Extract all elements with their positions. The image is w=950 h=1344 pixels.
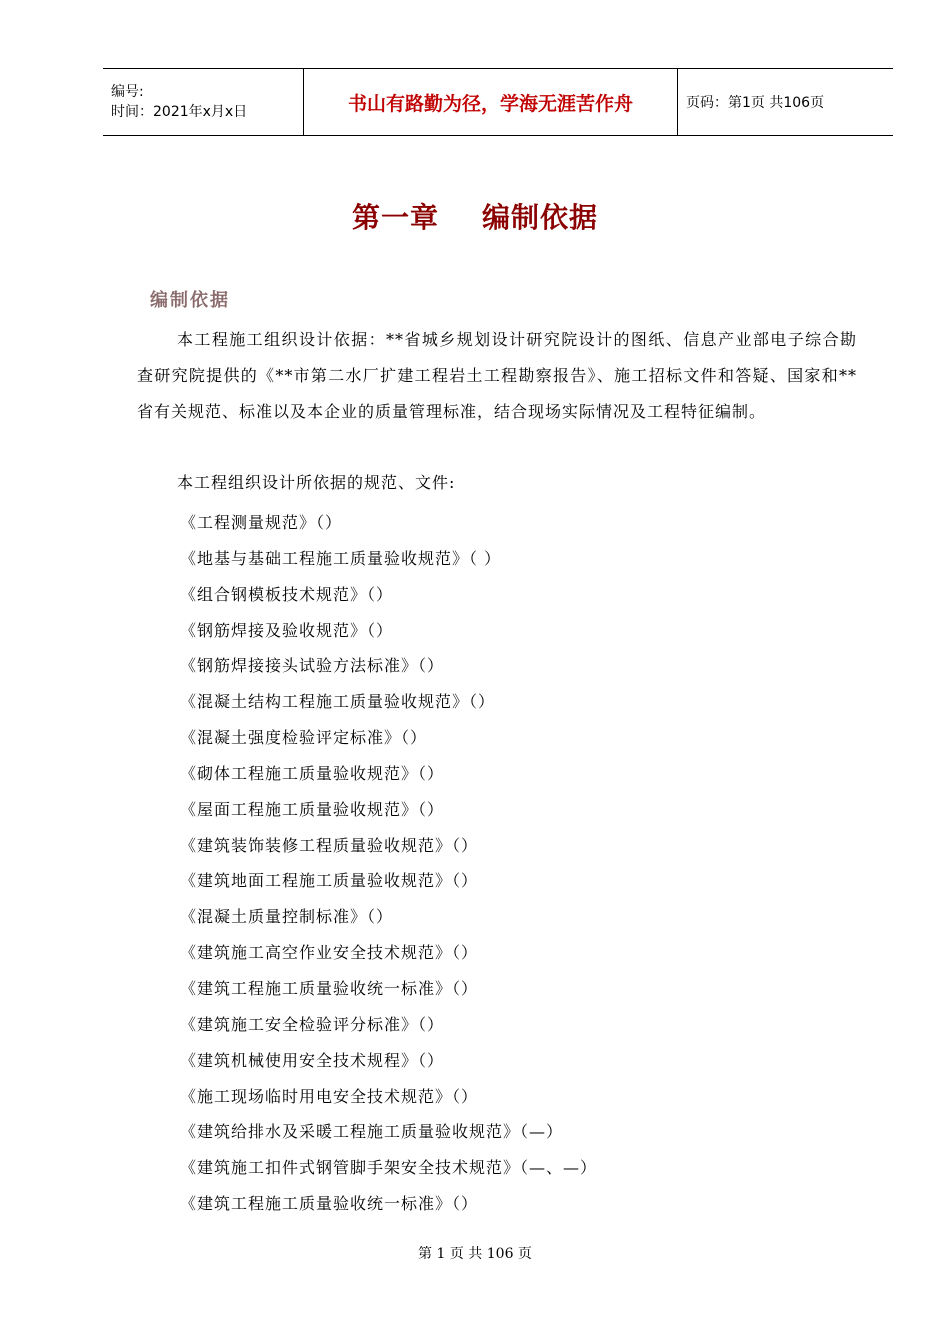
list-item: 《建筑装饰装修工程质量验收规范》（） [180,835,479,855]
document-number-label: 编号: [111,84,144,100]
list-item: 《施工现场临时用电安全技术规范》（） [180,1086,479,1106]
list-item: 《钢筋焊接及验收规范》（） [180,620,394,640]
list-item: 《建筑地面工程施工质量验收规范》（） [180,871,479,891]
list-item: 《工程测量规范》（） [180,513,343,532]
page-footer: 第 1 页 共 106 页 [418,1246,532,1262]
list-item: 《砌体工程施工质量验收规范》（） [180,763,445,783]
header-motto: 书山有路勤为径，学海无涯苦作舟 [304,69,678,135]
list-item: 《建筑施工高空作业安全技术规范》（） [180,943,479,963]
list-item: 《建筑机械使用安全技术规程》（） [180,1050,445,1070]
page-header [103,68,893,136]
list-item: 《建筑工程施工质量验收统一标准》（） [180,978,479,998]
list-item: 《混凝土强度检验评定标准》（） [180,728,428,748]
list-item: 《建筑给排水及采暖工程施工质量验收规范》（—） [180,1122,564,1142]
list-item: 《混凝土质量控制标准》（） [180,907,394,927]
list-item: 《建筑工程施工质量验收统一标准》（） [180,1194,479,1214]
standards-list [180,505,597,1222]
header-meta [103,69,304,135]
standards-intro: 本工程组织设计所依据的规范、文件: [177,473,456,492]
list-item: 《建筑施工扣件式钢管脚手架安全技术规范》（—、—） [180,1158,598,1178]
header-page-number: 页码：第1页 共106页 [686,95,825,111]
list-item: 《钢筋焊接接头试验方法标准》（） [180,656,445,676]
list-item: 《屋面工程施工质量验收规范》（） [180,799,445,819]
list-item: 《混凝土结构工程施工质量验收规范》（） [180,692,496,712]
document-date: 时间：2021年x月x日 [111,104,248,120]
list-item: 《组合钢模板技术规范》（） [180,584,394,604]
chapter-title: 第一章 编制依据 [352,201,598,234]
section-title: 编制依据 [150,290,230,311]
list-item: 《建筑施工安全检验评分标准》（） [180,1014,445,1034]
list-item: 《地基与基础工程施工质量验收规范》（ ） [180,548,502,568]
basis-paragraph: 本工程施工组织设计依据：**省城乡规划设计研究院设计的图纸、信息产业部电子综合勘查研究院提供的《**市第二水厂扩建工程岩土工程勘察报告》、施工招标文件和答疑、国家和**省有关规范、标准以及本企业的质量管理标准，结合现场实际情况及工程特征编制。 [137,330,857,421]
